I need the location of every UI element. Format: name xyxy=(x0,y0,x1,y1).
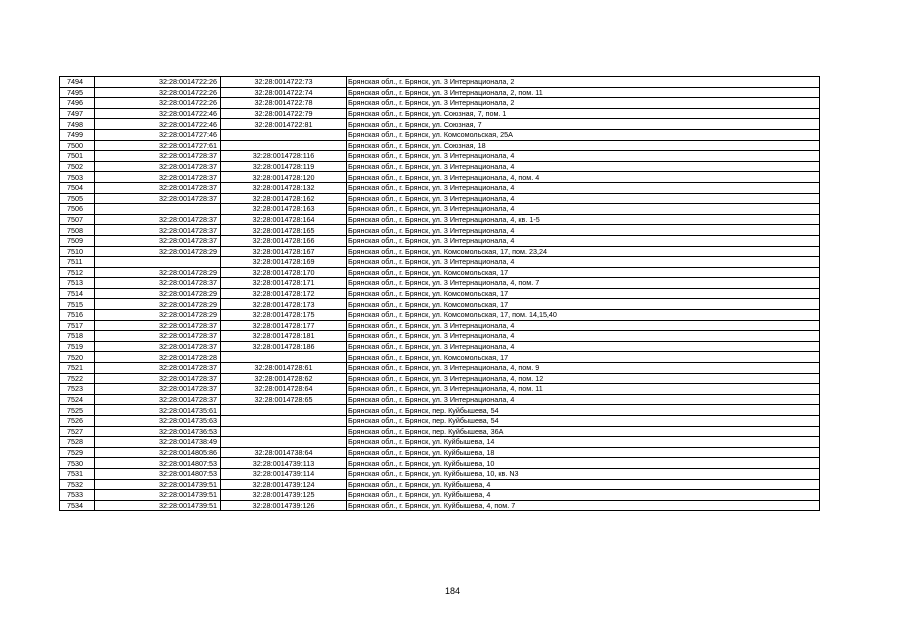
address-cell: Брянская обл., г. Брянск, ул. Комсомольская, 17 xyxy=(347,288,820,299)
table-row xyxy=(60,468,820,479)
table-row xyxy=(60,129,820,140)
table-row xyxy=(60,384,820,395)
row-number-cell: 7516 xyxy=(60,310,95,321)
table-row xyxy=(60,447,820,458)
cadastral-number-land-cell: 32:28:0014728:37 xyxy=(95,278,221,289)
cadastral-number-object-cell: 32:28:0014722:79 xyxy=(221,108,347,119)
registry-table xyxy=(59,76,820,511)
row-number-cell: 7520 xyxy=(60,352,95,363)
cadastral-number-object-cell: 32:28:0014728:177 xyxy=(221,320,347,331)
cadastral-number-land-cell: 32:28:0014722:46 xyxy=(95,119,221,130)
address-cell: Брянская обл., г. Брянск, ул. 3 Интернационала, 4 xyxy=(347,225,820,236)
row-number-cell: 7525 xyxy=(60,405,95,416)
cadastral-number-land-cell: 32:28:0014739:51 xyxy=(95,490,221,501)
table-row xyxy=(60,341,820,352)
address-cell: Брянская обл., г. Брянск, пер. Куйбышева, 54 xyxy=(347,416,820,427)
cadastral-number-land-cell: 32:28:0014735:63 xyxy=(95,416,221,427)
address-cell: Брянская обл., г. Брянск, ул. 3 Интернационала, 4, пом. 7 xyxy=(347,278,820,289)
row-number-cell: 7500 xyxy=(60,140,95,151)
row-number-cell: 7518 xyxy=(60,331,95,342)
cadastral-number-land-cell: 32:28:0014727:61 xyxy=(95,140,221,151)
address-cell: Брянская обл., г. Брянск, ул. 3 Интернационала, 4 xyxy=(347,341,820,352)
address-cell: Брянская обл., г. Брянск, ул. Куйбышева, 4 xyxy=(347,490,820,501)
address-cell: Брянская обл., г. Брянск, ул. 3 Интернационала, 4 xyxy=(347,193,820,204)
table-row xyxy=(60,193,820,204)
row-number-cell: 7499 xyxy=(60,129,95,140)
address-cell: Брянская обл., г. Брянск, ул. 3 Интернационала, 4 xyxy=(347,182,820,193)
table-row xyxy=(60,151,820,162)
row-number-cell: 7501 xyxy=(60,151,95,162)
row-number-cell: 7507 xyxy=(60,214,95,225)
cadastral-number-object-cell: 32:28:0014728:181 xyxy=(221,331,347,342)
row-number-cell: 7509 xyxy=(60,235,95,246)
table-row xyxy=(60,98,820,109)
table-row xyxy=(60,320,820,331)
table-row xyxy=(60,405,820,416)
row-number-cell: 7533 xyxy=(60,490,95,501)
row-number-cell: 7522 xyxy=(60,373,95,384)
address-cell: Брянская обл., г. Брянск, ул. Союзная, 7 xyxy=(347,119,820,130)
table-row xyxy=(60,394,820,405)
row-number-cell: 7529 xyxy=(60,447,95,458)
address-cell: Брянская обл., г. Брянск, ул. 3 Интернационала, 4, кв. 1-5 xyxy=(347,214,820,225)
address-cell: Брянская обл., г. Брянск, ул. Куйбышева, 10, кв. N3 xyxy=(347,468,820,479)
cadastral-number-object-cell: 32:28:0014728:166 xyxy=(221,235,347,246)
row-number-cell: 7502 xyxy=(60,161,95,172)
row-number-cell: 7528 xyxy=(60,437,95,448)
cadastral-number-object-cell: 32:28:0014728:164 xyxy=(221,214,347,225)
cadastral-number-land-cell xyxy=(95,204,221,215)
row-number-cell: 7519 xyxy=(60,341,95,352)
table-row xyxy=(60,490,820,501)
cadastral-number-object-cell xyxy=(221,129,347,140)
cadastral-number-land-cell: 32:28:0014728:37 xyxy=(95,161,221,172)
cadastral-number-land-cell: 32:28:0014728:29 xyxy=(95,310,221,321)
address-cell: Брянская обл., г. Брянск, ул. 3 Интернационала, 4 xyxy=(347,151,820,162)
cadastral-number-land-cell: 32:28:0014728:37 xyxy=(95,341,221,352)
cadastral-number-object-cell: 32:28:0014722:81 xyxy=(221,119,347,130)
row-number-cell: 7506 xyxy=(60,204,95,215)
cadastral-number-object-cell: 32:28:0014738:64 xyxy=(221,447,347,458)
cadastral-number-land-cell: 32:28:0014728:37 xyxy=(95,182,221,193)
address-cell: Брянская обл., г. Брянск, ул. Куйбышева, 4 xyxy=(347,479,820,490)
row-number-cell: 7523 xyxy=(60,384,95,395)
address-cell: Брянская обл., г. Брянск, ул. Комсомольская, 17 xyxy=(347,267,820,278)
cadastral-number-land-cell: 32:28:0014722:26 xyxy=(95,77,221,88)
table-row xyxy=(60,119,820,130)
cadastral-number-object-cell: 32:28:0014722:78 xyxy=(221,98,347,109)
cadastral-number-land-cell: 32:28:0014728:37 xyxy=(95,394,221,405)
table-row xyxy=(60,352,820,363)
table-row xyxy=(60,458,820,469)
cadastral-number-land-cell: 32:28:0014739:51 xyxy=(95,500,221,511)
registry-table-body xyxy=(60,77,820,511)
cadastral-number-object-cell xyxy=(221,140,347,151)
cadastral-number-land-cell: 32:28:0014807:53 xyxy=(95,458,221,469)
address-cell: Брянская обл., г. Брянск, ул. 3 Интернационала, 4 xyxy=(347,331,820,342)
address-cell: Брянская обл., г. Брянск, ул. Куйбышева, 10 xyxy=(347,458,820,469)
cadastral-number-object-cell: 32:28:0014739:113 xyxy=(221,458,347,469)
row-number-cell: 7512 xyxy=(60,267,95,278)
address-cell: Брянская обл., г. Брянск, ул. Комсомольская, 17, пом. 23,24 xyxy=(347,246,820,257)
cadastral-number-land-cell: 32:28:0014807:53 xyxy=(95,468,221,479)
cadastral-number-land-cell: 32:28:0014736:53 xyxy=(95,426,221,437)
table-row xyxy=(60,108,820,119)
cadastral-number-land-cell: 32:28:0014738:49 xyxy=(95,437,221,448)
cadastral-number-land-cell: 32:28:0014728:37 xyxy=(95,172,221,183)
table-row xyxy=(60,87,820,98)
row-number-cell: 7508 xyxy=(60,225,95,236)
table-row xyxy=(60,246,820,257)
row-number-cell: 7510 xyxy=(60,246,95,257)
cadastral-number-object-cell xyxy=(221,437,347,448)
address-cell: Брянская обл., г. Брянск, ул. Куйбышева, 18 xyxy=(347,447,820,458)
row-number-cell: 7496 xyxy=(60,98,95,109)
address-cell: Брянская обл., г. Брянск, ул. 3 Интернационала, 4 xyxy=(347,161,820,172)
row-number-cell: 7511 xyxy=(60,257,95,268)
cadastral-number-object-cell: 32:28:0014728:65 xyxy=(221,394,347,405)
address-cell: Брянская обл., г. Брянск, ул. 3 Интернационала, 4 xyxy=(347,257,820,268)
address-cell: Брянская обл., г. Брянск, ул. 3 Интернационала, 2, пом. 11 xyxy=(347,87,820,98)
row-number-cell: 7514 xyxy=(60,288,95,299)
table-row xyxy=(60,140,820,151)
table-row xyxy=(60,416,820,427)
cadastral-number-land-cell: 32:28:0014722:46 xyxy=(95,108,221,119)
address-cell: Брянская обл., г. Брянск, ул. Комсомольская, 17, пом. 14,15,40 xyxy=(347,310,820,321)
address-cell: Брянская обл., г. Брянск, ул. Куйбышева, 14 xyxy=(347,437,820,448)
cadastral-number-object-cell xyxy=(221,405,347,416)
cadastral-number-object-cell: 32:28:0014728:116 xyxy=(221,151,347,162)
cadastral-number-land-cell: 32:28:0014728:29 xyxy=(95,288,221,299)
cadastral-number-object-cell: 32:28:0014728:120 xyxy=(221,172,347,183)
cadastral-number-land-cell: 32:28:0014735:61 xyxy=(95,405,221,416)
table-row xyxy=(60,235,820,246)
cadastral-number-object-cell: 32:28:0014728:186 xyxy=(221,341,347,352)
cadastral-number-land-cell: 32:28:0014722:26 xyxy=(95,98,221,109)
cadastral-number-object-cell: 32:28:0014739:125 xyxy=(221,490,347,501)
address-cell: Брянская обл., г. Брянск, ул. Куйбышева, 4, пом. 7 xyxy=(347,500,820,511)
row-number-cell: 7498 xyxy=(60,119,95,130)
table-row xyxy=(60,182,820,193)
cadastral-number-object-cell: 32:28:0014728:132 xyxy=(221,182,347,193)
row-number-cell: 7505 xyxy=(60,193,95,204)
address-cell: Брянская обл., г. Брянск, ул. 3 Интернационала, 4 xyxy=(347,394,820,405)
table-row xyxy=(60,437,820,448)
cadastral-number-land-cell: 32:28:0014728:37 xyxy=(95,225,221,236)
row-number-cell: 7503 xyxy=(60,172,95,183)
address-cell: Брянская обл., г. Брянск, ул. 3 Интернационала, 4, пом. 4 xyxy=(347,172,820,183)
row-number-cell: 7495 xyxy=(60,87,95,98)
address-cell: Брянская обл., г. Брянск, ул. 3 Интернационала, 4 xyxy=(347,204,820,215)
table-row xyxy=(60,426,820,437)
row-number-cell: 7530 xyxy=(60,458,95,469)
cadastral-number-object-cell: 32:28:0014728:119 xyxy=(221,161,347,172)
table-row xyxy=(60,225,820,236)
table-row xyxy=(60,204,820,215)
row-number-cell: 7497 xyxy=(60,108,95,119)
address-cell: Брянская обл., г. Брянск, ул. Комсомольская, 17 xyxy=(347,352,820,363)
cadastral-number-land-cell: 32:28:0014728:37 xyxy=(95,320,221,331)
table-row xyxy=(60,278,820,289)
cadastral-number-land-cell: 32:28:0014728:37 xyxy=(95,151,221,162)
cadastral-number-land-cell: 32:28:0014728:29 xyxy=(95,246,221,257)
page-number: 184 xyxy=(444,586,461,596)
cadastral-number-land-cell: 32:28:0014722:26 xyxy=(95,87,221,98)
cadastral-number-object-cell: 32:28:0014728:173 xyxy=(221,299,347,310)
cadastral-number-object-cell: 32:28:0014728:172 xyxy=(221,288,347,299)
row-number-cell: 7504 xyxy=(60,182,95,193)
table-row xyxy=(60,214,820,225)
cadastral-number-object-cell: 32:28:0014728:62 xyxy=(221,373,347,384)
cadastral-number-object-cell: 32:28:0014728:165 xyxy=(221,225,347,236)
row-number-cell: 7527 xyxy=(60,426,95,437)
table-row xyxy=(60,363,820,374)
address-cell: Брянская обл., г. Брянск, ул. Союзная, 18 xyxy=(347,140,820,151)
address-cell: Брянская обл., г. Брянск, пер. Куйбышева, 54 xyxy=(347,405,820,416)
cadastral-number-object-cell: 32:28:0014728:171 xyxy=(221,278,347,289)
row-number-cell: 7494 xyxy=(60,77,95,88)
cadastral-number-land-cell: 32:28:0014728:37 xyxy=(95,214,221,225)
table-row xyxy=(60,267,820,278)
address-cell: Брянская обл., г. Брянск, ул. 3 Интернационала, 2 xyxy=(347,98,820,109)
address-cell: Брянская обл., г. Брянск, пер. Куйбышева, 36А xyxy=(347,426,820,437)
row-number-cell: 7515 xyxy=(60,299,95,310)
cadastral-number-land-cell: 32:28:0014728:37 xyxy=(95,193,221,204)
table-row xyxy=(60,373,820,384)
row-number-cell: 7524 xyxy=(60,394,95,405)
cadastral-number-object-cell: 32:28:0014739:126 xyxy=(221,500,347,511)
address-cell: Брянская обл., г. Брянск, ул. Комсомольская, 25А xyxy=(347,129,820,140)
address-cell: Брянская обл., г. Брянск, ул. 3 Интернационала, 4 xyxy=(347,235,820,246)
cadastral-number-object-cell: 32:28:0014728:169 xyxy=(221,257,347,268)
cadastral-number-land-cell: 32:28:0014739:51 xyxy=(95,479,221,490)
cadastral-number-land-cell xyxy=(95,257,221,268)
cadastral-number-object-cell xyxy=(221,352,347,363)
cadastral-number-land-cell: 32:28:0014728:37 xyxy=(95,331,221,342)
table-row xyxy=(60,161,820,172)
address-cell: Брянская обл., г. Брянск, ул. Комсомольская, 17 xyxy=(347,299,820,310)
table-row xyxy=(60,77,820,88)
row-number-cell: 7534 xyxy=(60,500,95,511)
cadastral-number-land-cell: 32:28:0014728:37 xyxy=(95,235,221,246)
table-row xyxy=(60,288,820,299)
table-row xyxy=(60,500,820,511)
row-number-cell: 7521 xyxy=(60,363,95,374)
cadastral-number-object-cell: 32:28:0014728:162 xyxy=(221,193,347,204)
cadastral-number-object-cell: 32:28:0014728:61 xyxy=(221,363,347,374)
table-row xyxy=(60,257,820,268)
cadastral-number-land-cell: 32:28:0014728:28 xyxy=(95,352,221,363)
row-number-cell: 7531 xyxy=(60,468,95,479)
cadastral-number-land-cell: 32:28:0014728:29 xyxy=(95,299,221,310)
row-number-cell: 7517 xyxy=(60,320,95,331)
address-cell: Брянская обл., г. Брянск, ул. 3 Интернационала, 4, пом. 9 xyxy=(347,363,820,374)
row-number-cell: 7526 xyxy=(60,416,95,427)
table-row xyxy=(60,299,820,310)
table-row xyxy=(60,479,820,490)
cadastral-number-object-cell xyxy=(221,426,347,437)
cadastral-number-land-cell: 32:28:0014728:29 xyxy=(95,267,221,278)
table-row xyxy=(60,172,820,183)
cadastral-number-object-cell: 32:28:0014728:170 xyxy=(221,267,347,278)
cadastral-number-land-cell: 32:28:0014728:37 xyxy=(95,373,221,384)
cadastral-number-object-cell: 32:28:0014728:175 xyxy=(221,310,347,321)
cadastral-number-object-cell: 32:28:0014722:74 xyxy=(221,87,347,98)
cadastral-number-object-cell: 32:28:0014722:73 xyxy=(221,77,347,88)
cadastral-number-object-cell: 32:28:0014728:167 xyxy=(221,246,347,257)
row-number-cell: 7513 xyxy=(60,278,95,289)
address-cell: Брянская обл., г. Брянск, ул. 3 Интернационала, 4, пом. 12 xyxy=(347,373,820,384)
address-cell: Брянская обл., г. Брянск, ул. Союзная, 7, пом. 1 xyxy=(347,108,820,119)
cadastral-number-object-cell: 32:28:0014728:64 xyxy=(221,384,347,395)
address-cell: Брянская обл., г. Брянск, ул. 3 Интернационала, 4, пом. 11 xyxy=(347,384,820,395)
address-cell: Брянская обл., г. Брянск, ул. 3 Интернационала, 2 xyxy=(347,77,820,88)
cadastral-number-land-cell: 32:28:0014728:37 xyxy=(95,384,221,395)
cadastral-number-land-cell: 32:28:0014728:37 xyxy=(95,363,221,374)
cadastral-number-object-cell: 32:28:0014739:114 xyxy=(221,468,347,479)
cadastral-number-land-cell: 32:28:0014805:86 xyxy=(95,447,221,458)
table-row xyxy=(60,331,820,342)
cadastral-number-object-cell: 32:28:0014739:124 xyxy=(221,479,347,490)
cadastral-number-object-cell: 32:28:0014728:163 xyxy=(221,204,347,215)
cadastral-number-land-cell: 32:28:0014727:46 xyxy=(95,129,221,140)
row-number-cell: 7532 xyxy=(60,479,95,490)
address-cell: Брянская обл., г. Брянск, ул. 3 Интернационала, 4 xyxy=(347,320,820,331)
cadastral-number-object-cell xyxy=(221,416,347,427)
table-row xyxy=(60,310,820,321)
